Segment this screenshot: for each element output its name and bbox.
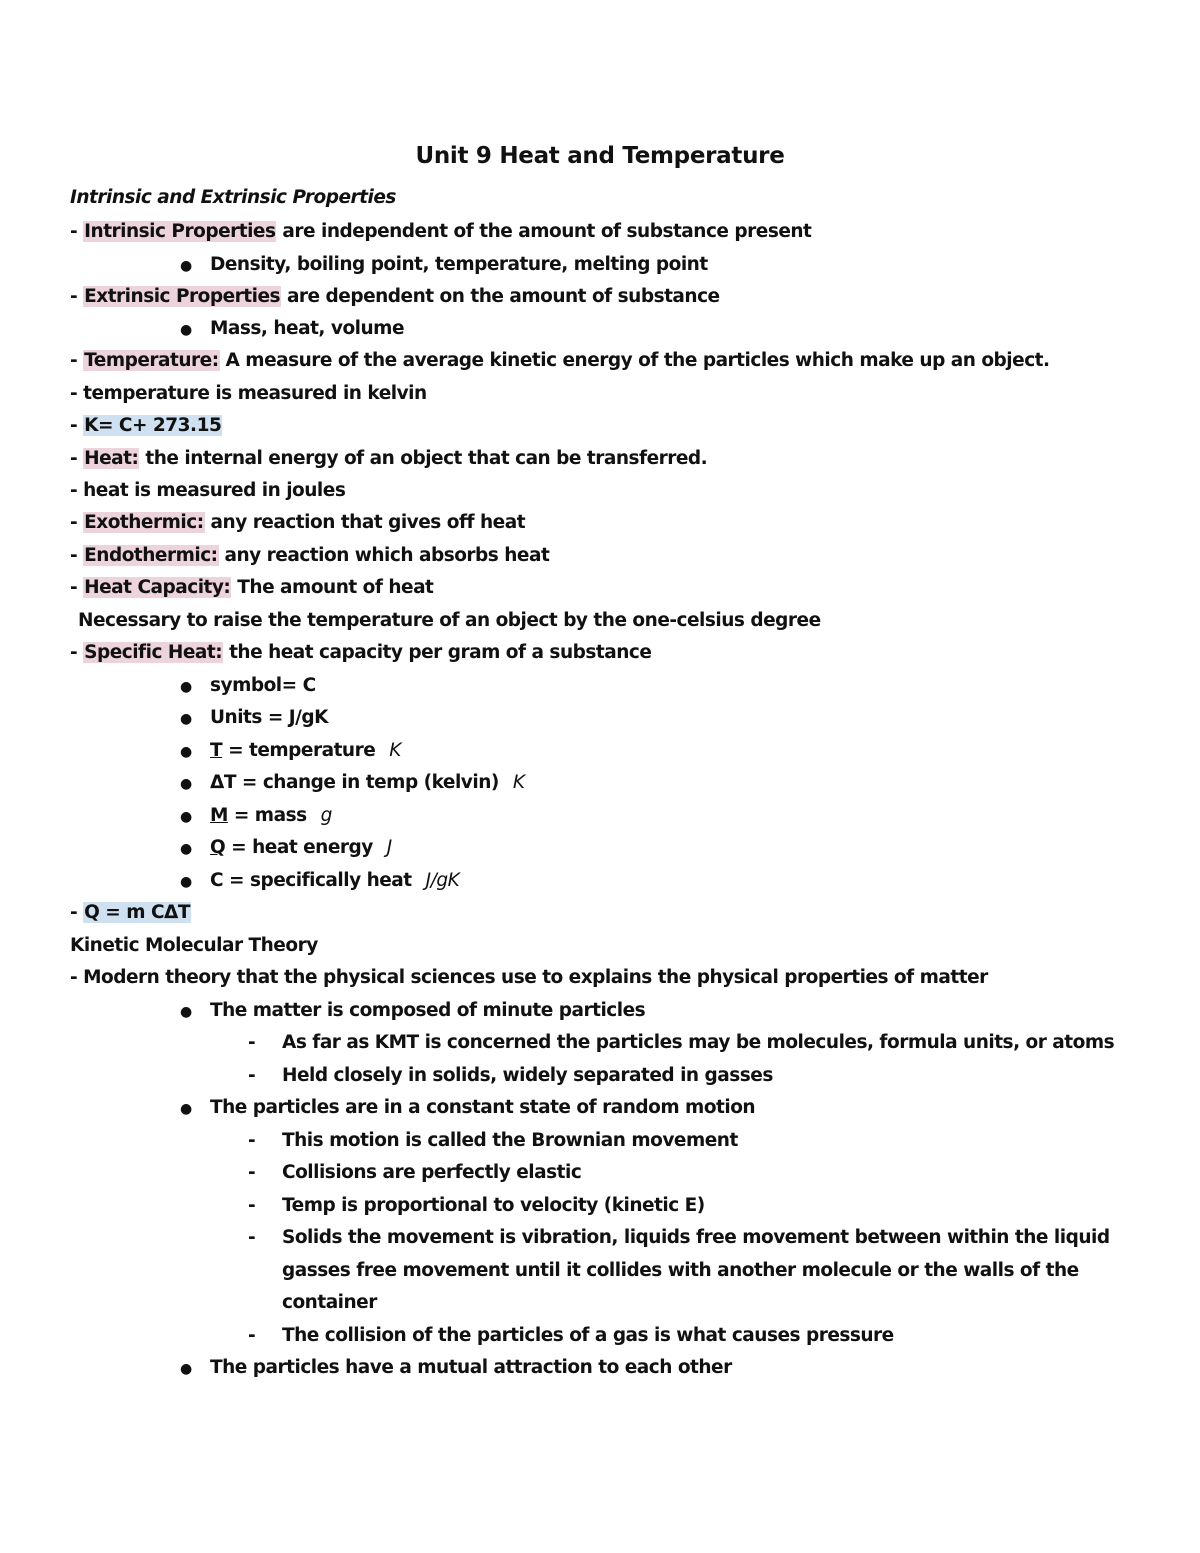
intrinsic-term: Intrinsic Properties [84, 221, 276, 242]
extrinsic-text: are dependent on the amount of substance [281, 286, 720, 307]
bullet: ● [180, 1101, 192, 1117]
exothermic-line: - Exothermic: any reaction that gives off heat [70, 512, 526, 533]
bullet: ● [180, 841, 192, 857]
kmt-subpoint-continued: gasses free movement until it collides with another molecule or the walls of the [282, 1260, 1079, 1281]
heat-capacity-line: - Heat Capacity: The amount of heat [70, 577, 434, 598]
kmt-subpoint-continued: container [282, 1292, 377, 1313]
specific-heat-item: ● C = specifically heat J/gK [180, 866, 459, 896]
kmt-subpoint: - Solids the movement is vibration, liquids free movement between within the liquid [248, 1227, 1110, 1248]
heat-text: the internal energy of an object that can be transferred. [139, 448, 708, 469]
page-title: Unit 9 Heat and Temperature [415, 143, 785, 169]
kmt-subpoint: - Temp is proportional to velocity (kinetic E) [248, 1195, 705, 1216]
bullet: ● [180, 1361, 192, 1377]
dash: - [70, 415, 78, 436]
specific-heat-item: ● symbol= C [180, 671, 316, 701]
extrinsic-line [70, 282, 720, 312]
heat-line [70, 444, 707, 474]
bullet: ● [180, 809, 192, 825]
intrinsic-line [70, 217, 811, 247]
heat-capacity-continued: Necessary to raise the temperature of an object by the one-celsius degree [78, 610, 821, 631]
bullet: ● [180, 744, 192, 760]
endothermic-line: - Endothermic: any reaction which absorbs heat [70, 545, 550, 566]
q-formula: Q = m CΔT [84, 902, 190, 923]
specific-heat-item: ● Units = J/gK [180, 703, 328, 733]
kmt-subpoint: - Held closely in solids, widely separated in gasses [248, 1065, 773, 1086]
dash: - [70, 902, 78, 923]
heat-measured-line: - heat is measured in joules [70, 480, 346, 501]
kmt-point: ● The particles are in a constant state of random motion [180, 1093, 755, 1123]
exothermic-term: Exothermic: [84, 512, 204, 533]
specific-heat-term: Specific Heat: [84, 642, 223, 663]
bullet: ● [180, 874, 192, 890]
kmt-subpoint: - Collisions are perfectly elastic [248, 1162, 582, 1183]
bullet: ● [180, 776, 192, 792]
kmt-intro-line: - Modern theory that the physical sciences use to explains the physical properties of matter [70, 967, 988, 988]
specific-heat-item: ● Q = heat energy J [180, 833, 392, 863]
dash: - [70, 448, 78, 469]
bullet: ● [180, 1004, 192, 1020]
extrinsic-example: ● Mass, heat, volume [180, 314, 404, 344]
dash: - [70, 383, 78, 404]
specific-heat-item: ● T = temperature K [180, 736, 401, 766]
kelvin-formula-line [70, 411, 222, 441]
heat-capacity-term: Heat Capacity: [84, 577, 231, 598]
section-heading-kmt: Kinetic Molecular Theory [70, 935, 318, 956]
kelvin-formula: K= C+ 273.15 [84, 415, 222, 436]
bullet: ● [180, 711, 192, 727]
temperature-text: A measure of the average kinetic energy of the particles which make up an object. [219, 350, 1050, 371]
kmt-subpoint: - As far as KMT is concerned the particles may be molecules, formula units, or atoms [248, 1032, 1115, 1053]
dash: - [70, 512, 78, 533]
bullet: ● [180, 258, 192, 274]
extrinsic-term: Extrinsic Properties [84, 286, 280, 307]
dash: - [70, 642, 78, 663]
endothermic-term: Endothermic: [84, 545, 218, 566]
intrinsic-example: ● Density, boiling point, temperature, melting point [180, 250, 708, 280]
kmt-subpoint: - The collision of the particles of a gas is what causes pressure [248, 1325, 894, 1346]
specific-heat-item: ● ΔT = change in temp (kelvin) K [180, 768, 524, 798]
temp-measured-line: - temperature is measured in kelvin [70, 383, 427, 404]
bullet: ● [180, 679, 192, 695]
heat-term: Heat: [84, 448, 139, 469]
section-heading-properties: Intrinsic and Extrinsic Properties [70, 187, 396, 208]
specific-heat-item: ● M = mass g [180, 801, 332, 831]
dash: - [70, 480, 78, 501]
bullet: ● [180, 322, 192, 338]
specific-heat-line: - Specific Heat: the heat capacity per gram of a substance [70, 642, 652, 663]
kmt-point: ● The particles have a mutual attraction to each other [180, 1353, 732, 1383]
dash: - [70, 545, 78, 566]
dash: - [70, 350, 78, 371]
kmt-subpoint: - This motion is called the Brownian movement [248, 1130, 738, 1151]
kmt-point: ● The matter is composed of minute particles [180, 996, 645, 1026]
temperature-line [70, 346, 1050, 376]
dash: - [70, 221, 78, 242]
dash: - [70, 286, 78, 307]
dash: - [70, 577, 78, 598]
temperature-term: Temperature: [84, 350, 219, 371]
q-formula-line [70, 898, 191, 928]
intrinsic-text: are independent of the amount of substance present [276, 221, 812, 242]
dash: - [70, 967, 78, 988]
